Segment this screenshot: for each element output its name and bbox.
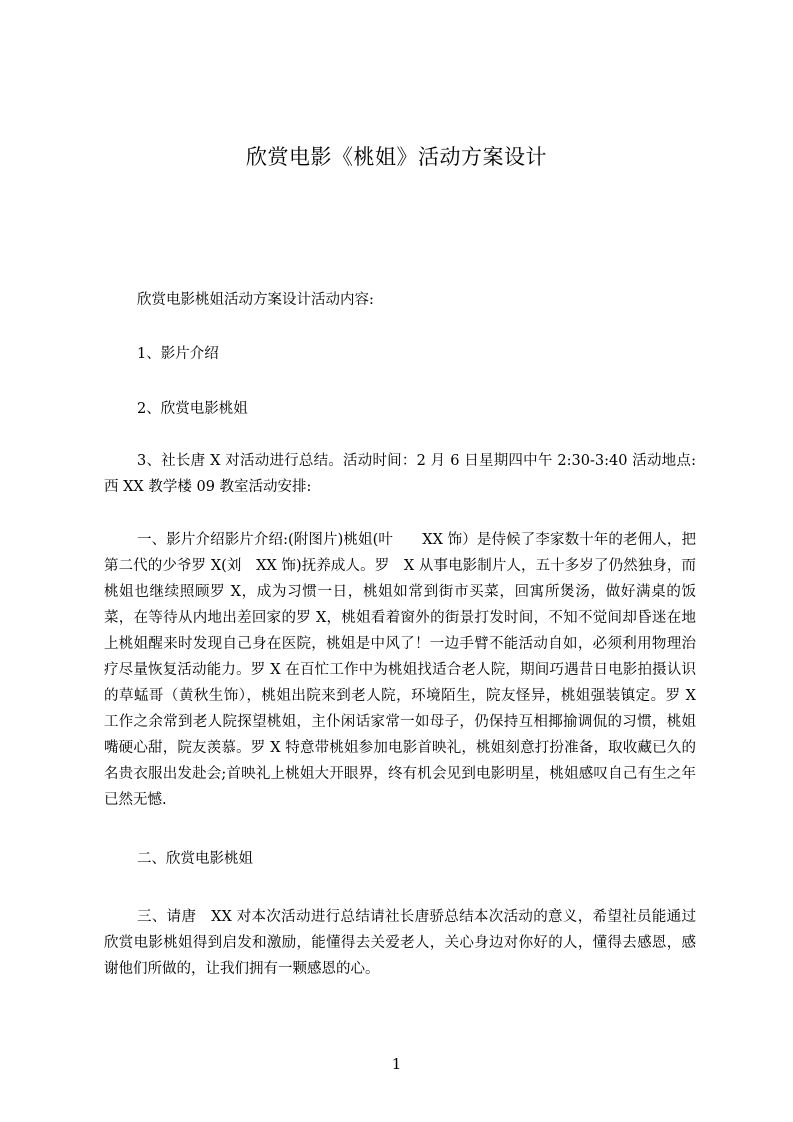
section-activity-summary: 三、请唐 XX 对本次活动进行总结请社长唐骄总结本次活动的意义，希望社员能通过欣赏电影桃姐得到启发和激励，能懂得去关爱老人，关心身边对你好的人，懂得去感恩，感谢他们所做的，让我们拥有一颗感恩的心。 bbox=[104, 909, 696, 977]
list-item-film-introduction: 1、影片介绍 bbox=[137, 346, 219, 362]
section-film-introduction: 一、影片介绍影片介绍:(附图片)桃姐(叶 XX 饰）是侍候了李家数十年的老佣人，把第二代的少爷罗 X(刘 XX 饰)抚养成人。罗 X 从事电影制片人，五十多岁了仍然独身，而桃姐也继续照顾罗 X，成为习惯一日，桃姐如常到街市买菜，回寓所煲汤，做好满桌的饭菜，在等待从内地出差回家的罗 X，桃姐看着窗外的街景打发时间，不知不觉间却昏迷在地上桃姐醒来时发现自己身在医院，桃姐是中风了！一边手臂不能活动自如，必须利用物理治疗尽量恢复活动能力。罗 X 在百忙工作中为桃姐找适合老人院，期间巧遇昔日电影拍摄认识的草蜢哥（黄秋生饰），桃姐出院来到老人院，环境陌生，院友怪异，桃姐强装镇定。罗 X 工作之余常到老人院探望桃姐，主仆闲话家常一如母子，仍保持互相揶揄调侃的习惯，桃姐嘴硬心甜，院友羡慕。罗 X 特意带桃姐参加电影首映礼，桃姐刻意打扮准备，取收藏已久的名贵衣服出发赴会;首映礼上桃姐大开眼界，终有机会见到电影明星，桃姐感叹自己有生之年已然无憾. bbox=[104, 532, 696, 808]
intro-paragraph: 欣赏电影桃姐活动方案设计活动内容: bbox=[137, 292, 374, 308]
list-item-summary-and-schedule: 3、社长唐 X 对活动进行总结。活动时间：2 月 6 日星期四中午 2:30-3:40 活动地点:西 XX 教学楼 09 教室活动安排: bbox=[104, 453, 696, 495]
page-number: 1 bbox=[391, 1055, 402, 1073]
section-watch-film: 二、欣赏电影桃姐 bbox=[137, 851, 253, 867]
list-item-watch-film: 2、欣赏电影桃姐 bbox=[137, 401, 248, 417]
document-title: 欣赏电影《桃姐》活动方案设计 bbox=[246, 145, 547, 169]
